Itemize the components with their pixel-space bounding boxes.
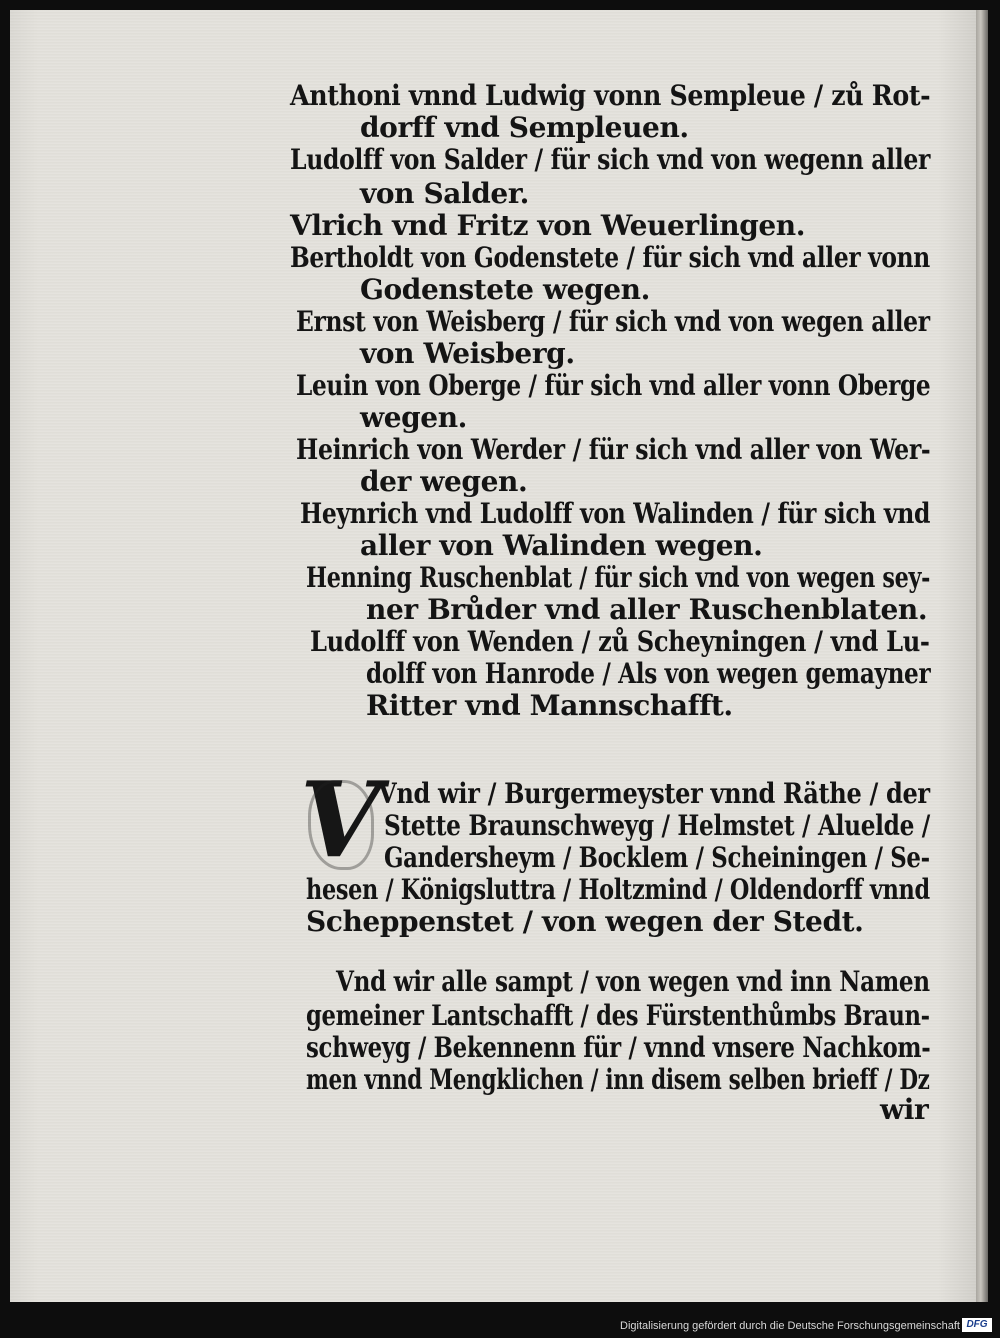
- text-line: der wegen.: [360, 465, 528, 498]
- dfg-logo: DFG: [962, 1318, 992, 1332]
- text-line: dorff vnd Sempleuen.: [360, 111, 689, 144]
- text-line: Godenstete wegen.: [360, 273, 650, 306]
- text-line: gemeiner Lantschafft / des Fürstenthůmbs Braun-: [306, 999, 930, 1032]
- text-line: ner Brůder vnd aller Ruschenblaten.: [366, 593, 928, 626]
- text-line: schweyg / Bekennenn für / vnnd vnsere Nachkom-: [306, 1031, 931, 1064]
- text-line: Gandersheym / Bocklem / Scheiningen / Se-: [384, 841, 930, 874]
- text-line: wir: [880, 1093, 929, 1126]
- decorated-initial: V: [300, 758, 381, 881]
- text-line: Stette Braunschweyg / Helmstet / Aluelde /: [384, 809, 930, 842]
- text-line: men vnnd Mengklichen / inn disem selben brieff / Dz: [306, 1063, 930, 1096]
- page-edge: [976, 10, 988, 1302]
- text-line: hesen / Königsluttra / Holtzmind / Oldendorff vnnd: [306, 873, 930, 906]
- text-line: Ernst von Weisberg / für sich vnd von wegen aller: [296, 305, 930, 338]
- text-line: dolff von Hanrode / Als von wegen gemayner: [366, 657, 931, 690]
- text-line: Ludolff von Wenden / zů Scheyningen / vnd Lu-: [310, 625, 930, 658]
- text-line: wegen.: [360, 401, 468, 434]
- text-line: aller von Walinden wegen.: [360, 529, 763, 562]
- digitization-credit: Digitalisierung gefördert durch die Deutsche Forschungsgemeinschaft: [620, 1320, 960, 1332]
- text-line: von Salder.: [360, 177, 529, 210]
- text-line: Heinrich von Werder / für sich vnd aller von Wer-: [296, 433, 931, 466]
- text-line: Bertholdt von Godenstete / für sich vnd aller vonn: [290, 241, 930, 274]
- text-line: Heynrich vnd Ludolff von Walinden / für sich vnd: [300, 497, 931, 530]
- text-line: Ludolff von Salder / für sich vnd von wegenn aller: [290, 143, 931, 176]
- text-line: Vnd wir / Burgermeyster vnnd Räthe / der: [378, 777, 930, 810]
- text-line: Vnd wir alle sampt / von wegen vnd inn Namen: [336, 965, 930, 998]
- text-line: Anthoni vnnd Ludwig vonn Sempleue / zů Rot-: [290, 79, 931, 112]
- text-line: von Weisberg.: [360, 337, 575, 370]
- text-line: Ritter vnd Mannschafft.: [366, 689, 733, 722]
- text-line: Leuin von Oberge / für sich vnd aller vonn Oberge: [296, 369, 931, 402]
- text-line: Henning Ruschenblat / für sich vnd von wegen sey-: [306, 561, 931, 594]
- text-line: Scheppenstet / von wegen der Stedt.: [306, 905, 864, 938]
- text-line: Vlrich vnd Fritz von Weuerlingen.: [290, 209, 806, 242]
